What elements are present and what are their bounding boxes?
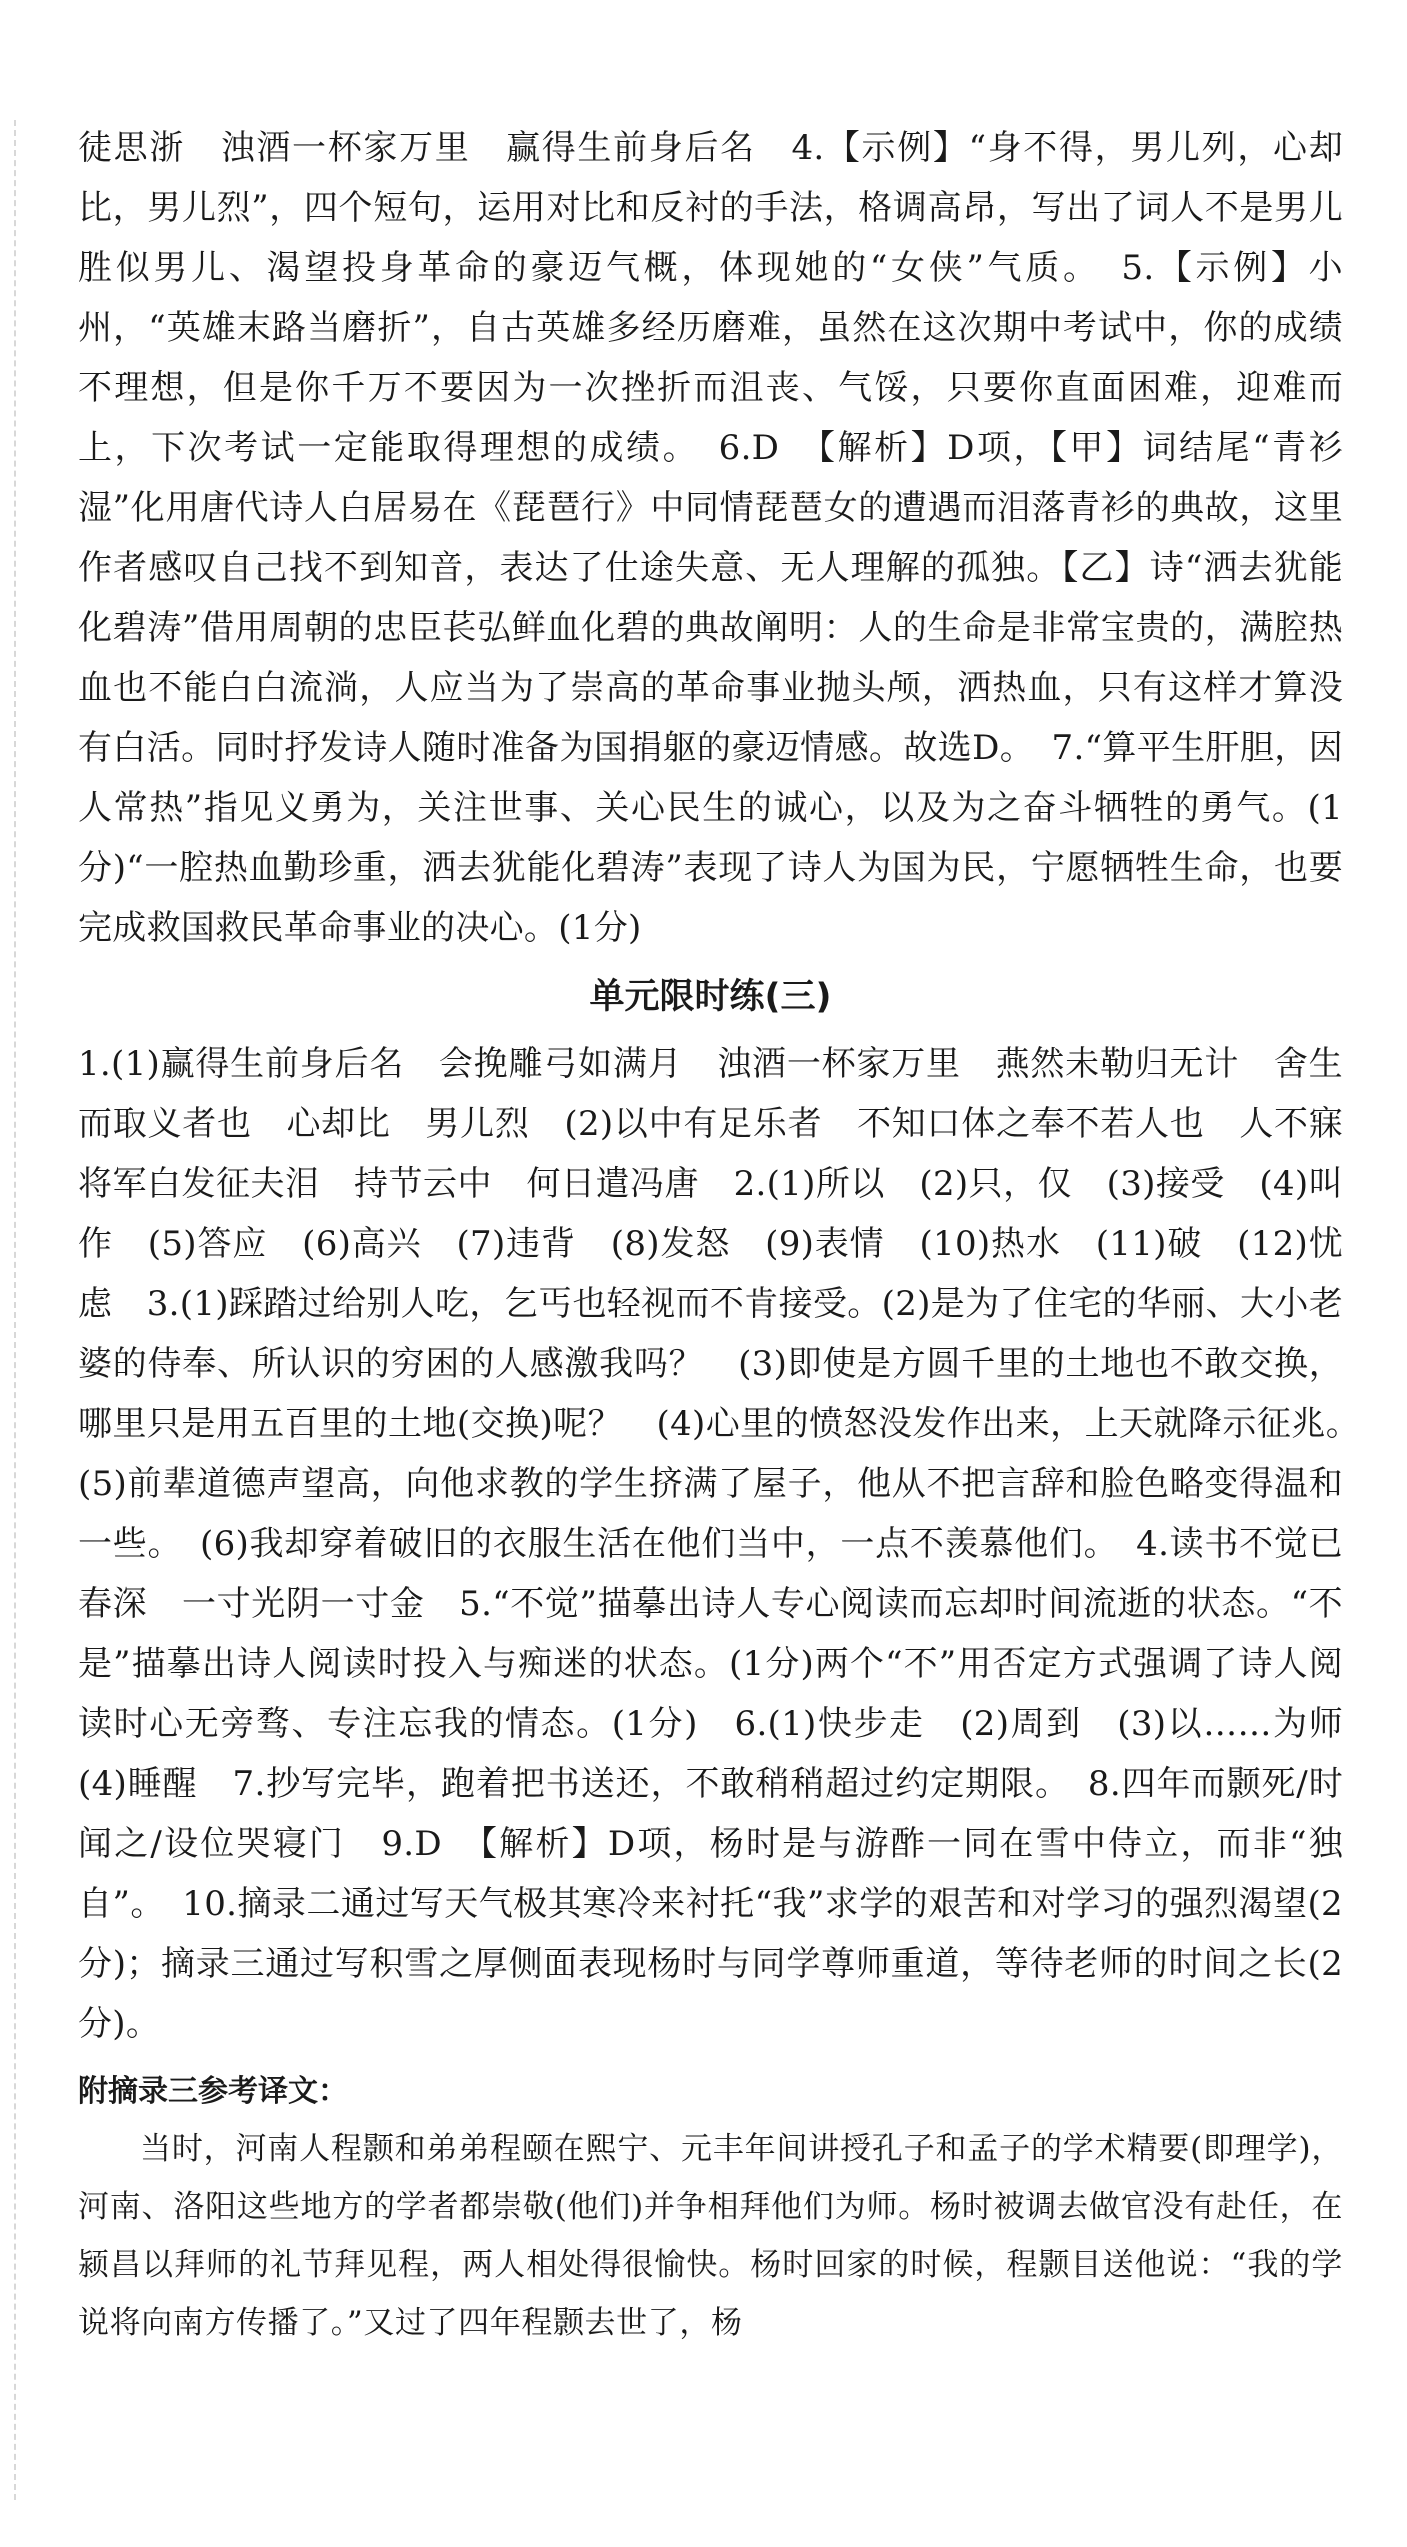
answer-content (78, 118, 1378, 2352)
translation-text: 当时，河南人程颢和弟弟程颐在熙宁、元丰年间讲授孔子和孟子的学术精要(即理学)，河南、洛阳这些地方的学者都崇敬(他们)并争相拜他们为师。杨时被调去做官没有赴任，在颍昌以拜师的礼节拜见程，两人相处得很愉快。杨时回家的时候，程颢目送他说：“我的学说将向南方传播了。”又过了四年程颢去世了，杨 (78, 2131, 1343, 2341)
section-title: 单元限时练(三) (589, 977, 832, 1017)
unit-test-answers: 1.(1)赢得生前身后名 会挽雕弓如满月 浊酒一杯家万里 燕然未勒归无计 舍生而取义者也 心却比 男儿烈 (2)以中有足乐者 不知口体之奉不若人也 人不寐 将军白发征夫泪 持节云中 何日遣冯唐 2.(1)所以 (2)只，仅 (3)接受 (4)叫作 (5)答应 (6)高兴 (7)违背 (8)发怒 (9)表情 (10)热水 (11)破 (12)忧虑 3.(1)踩踏过给别人吃，乞丐也轻视而不肯接受。(2)是为了住宅的华丽、大小老婆的侍奉、所认识的穷困的人感激我吗？ (3)即使是方圆千里的土地也不敢交换，哪里只是用五百里的土地(交换)呢？ (4)心里的愤怒没发作出来，上天就降示征兆。 (5)前辈道德声望高，向他求教的学生挤满了屋子，他从不把言辞和脸色略变得温和一些。 (6)我却穿着破旧的衣服生活在他们当中，一点不羡慕他们。 4.读书不觉已春深 一寸光阴一寸金 5.“不觉”描摹出诗人专心阅读而忘却时间流逝的状态。“不是”描摹出诗人阅读时投入与痴迷的状态。(1分)两个“不”用否定方式强调了诗人阅读时心无旁骛、专注忘我的情态。(1分) 6.(1)快步走 (2)周到 (3)以……为师 (4)睡醒 7.抄写完毕，跑着把书送还，不敢稍稍超过约定期限。 8.四年而颢死/时闻之/设位哭寝门 9.D 【解析】D项，杨时是与游酢一同在雪中侍立，而非“独自”。 10.摘录二通过写天气极其寒冷来衬托“我”求学的艰苦和对学习的强烈渴望(2分)；摘录三通过写积雪之厚侧面表现杨时与同学尊师重道，等待老师的时间之长(2分)。 (78, 1044, 1378, 2044)
answer-paragraph-continued: 徒思浙 浊酒一杯家万里 赢得生前身后名 4.【示例】“身不得，男儿列，心却比，男儿烈”，四个短句，运用对比和反衬的手法，格调高昂，写出了词人不是男儿胜似男儿、渴望投身革命的豪迈气概，体现她的“女侠”气质。 5.【示例】小州，“英雄末路当磨折”，自古英雄多经历磨难，虽然在这次期中考试中，你的成绩不理想，但是你千万不要因为一次挫折而沮丧、气馁，只要你直面困难，迎难而上，下次考试一定能取得理想的成绩。 6.D 【解析】D项，【甲】词结尾“青衫湿”化用唐代诗人白居易在《琵琶行》中同情琵琶女的遭遇而泪落青衫的典故，这里作者感叹自己找不到知音，表达了仕途失意、无人理解的孤独。【乙】诗“洒去犹能化碧涛”借用周朝的忠臣苌弘鲜血化碧的典故阐明：人的生命是非常宝贵的，满腔热血也不能白白流淌，人应当为了崇高的革命事业抛头颅，洒热血，只有这样才算没有白活。同时抒发诗人随时准备为国捐躯的豪迈情感。故选D。 7.“算平生肝胆，因人常热”指见义勇为，关注世事、关心民生的诚心，以及为之奋斗牺牲的勇气。(1分)“一腔热血勤珍重，洒去犹能化碧涛”表现了诗人为国为民，宁愿牺牲生命，也要完成救国救民革命事业的决心。(1分) (78, 128, 1343, 948)
margin-dashed-line (14, 120, 16, 2500)
translation-heading: 附摘录三参考译文： (78, 2074, 348, 2109)
